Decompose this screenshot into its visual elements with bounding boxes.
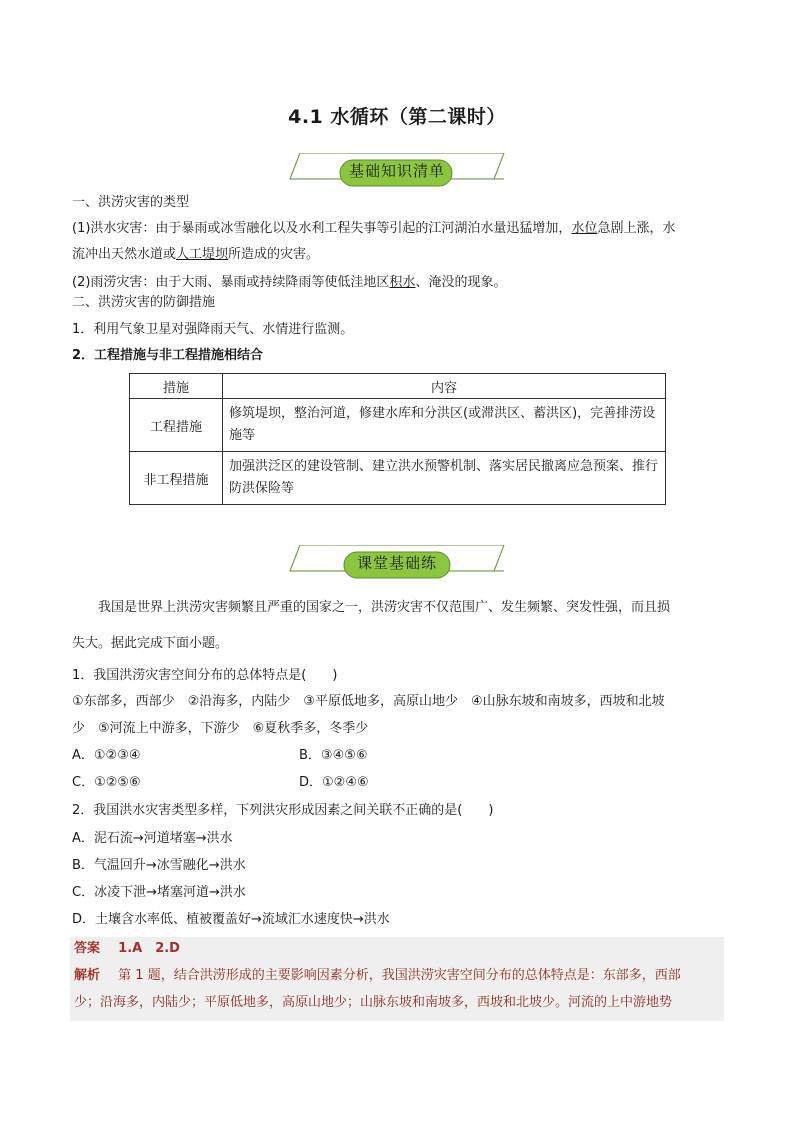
table-header: 措施 bbox=[130, 374, 223, 399]
question-2-option-d: D．土壤含水率低、植被覆盖好→流域汇水速度快→洪水 bbox=[72, 912, 390, 927]
underlined-term: 人工堤坝 bbox=[176, 247, 229, 262]
question-2-option-b: B．气温回升→冰雪融化→洪水 bbox=[72, 858, 246, 873]
question-2-option-a: A．泥石流→河道堵塞→洪水 bbox=[72, 831, 233, 846]
analysis-line-1 bbox=[74, 966, 681, 986]
question-1-option-c: C．①②⑤⑥ bbox=[72, 775, 141, 790]
measure-1: 1．利用气象卫星对强降雨天气、水情进行监测。 bbox=[72, 322, 354, 337]
answer-tag: 答案 bbox=[74, 941, 101, 956]
question-1-items: ①东部多，西部少 ②沿海多，内陆少 ③平原低地多，高原山地少 ④山脉东坡和南坡多，西坡和北坡 bbox=[72, 694, 665, 709]
text-span: 所造成的灾害。 bbox=[228, 247, 320, 262]
paragraph-waterlogging bbox=[72, 273, 506, 293]
section-banner-practice bbox=[0, 545, 794, 585]
table-row bbox=[130, 399, 666, 452]
text-span: (2)雨涝灾害：由于大雨、暴雨或持续降雨等使低洼地区 bbox=[72, 275, 390, 290]
paragraph-flood-2 bbox=[72, 245, 319, 265]
heading-measures: 二、洪涝灾害的防御措施 bbox=[72, 295, 216, 310]
text-span: 流冲出天然水道或 bbox=[72, 247, 177, 262]
question-2-stem: 2．我国洪水灾害类型多样，下列洪灾形成因素之间关联不正确的是( ) bbox=[72, 803, 494, 818]
table-cell-name: 非工程措施 bbox=[130, 452, 223, 505]
table-header: 内容 bbox=[223, 374, 666, 399]
question-1-option-b: B．③④⑤⑥ bbox=[299, 748, 368, 763]
measures-table bbox=[129, 373, 666, 505]
measure-2: 2．工程措施与非工程措施相结合 bbox=[72, 348, 264, 363]
table-header-row bbox=[130, 374, 666, 399]
text-span: 、淹没的现象。 bbox=[415, 275, 507, 290]
question-1-stem: 1．我国洪涝灾害空间分布的总体特点是( ) bbox=[72, 668, 338, 683]
question-1-option-a: A．①②③④ bbox=[72, 748, 141, 763]
analysis-line-2: 少；沿海多，内陆少；平原低地多，高原山地少；山脉东坡和南坡多，西坡和北坡少。河流的上中游地势 bbox=[74, 995, 673, 1010]
table-cell-name: 工程措施 bbox=[130, 399, 223, 452]
question-1-items-cont: 少 ⑤河流上中游多，下游少 ⑥夏秋季多，冬季少 bbox=[72, 721, 369, 736]
banner-label: 课堂基础练 bbox=[356, 554, 437, 572]
underlined-term: 积水 bbox=[389, 275, 416, 290]
table-cell-content: 加强洪泛区的建设管制、建立洪水预警机制、落实居民撤离应急预案、推行防洪保险等 bbox=[223, 452, 666, 505]
table-cell-content: 修筑堤坝，整治河道，修建水库和分洪区(或滞洪区、蓄洪区)，完善排涝设施等 bbox=[223, 399, 666, 452]
analysis-tag: 解析 bbox=[74, 968, 101, 983]
paragraph-flood-1 bbox=[72, 219, 675, 239]
intro-line-2: 失大。据此完成下面小题。 bbox=[72, 636, 229, 651]
analysis-text: 第 1 题，结合洪涝形成的主要影响因素分析，我国洪涝灾害空间分布的总体特点是：东部多，西部 bbox=[118, 968, 681, 983]
intro-line-1: 我国是世界上洪涝灾害频繁且严重的国家之一，洪涝灾害不仅范围广、发生频繁、突发性强，而且损 bbox=[98, 600, 671, 615]
question-1-option-d: D．①②④⑥ bbox=[299, 775, 369, 790]
text-span: 急剧上涨，水 bbox=[597, 221, 676, 236]
underlined-term: 水位 bbox=[571, 221, 598, 236]
section-banner-basics bbox=[0, 153, 794, 193]
heading-types: 一、洪涝灾害的类型 bbox=[72, 195, 190, 210]
page-title: 4.1 水循环（第二课时） bbox=[288, 106, 506, 128]
table-row bbox=[130, 452, 666, 505]
question-2-option-c: C．冰凌下泄→堵塞河道→洪水 bbox=[72, 885, 246, 900]
answer-text: 1.A 2.D bbox=[118, 941, 180, 956]
text-span: (1)洪水灾害：由于暴雨或冰雪融化以及水利工程失事等引起的江河湖泊水量迅猛增加， bbox=[72, 221, 572, 236]
banner-label: 基础知识清单 bbox=[348, 162, 445, 180]
answer-line bbox=[74, 939, 180, 959]
